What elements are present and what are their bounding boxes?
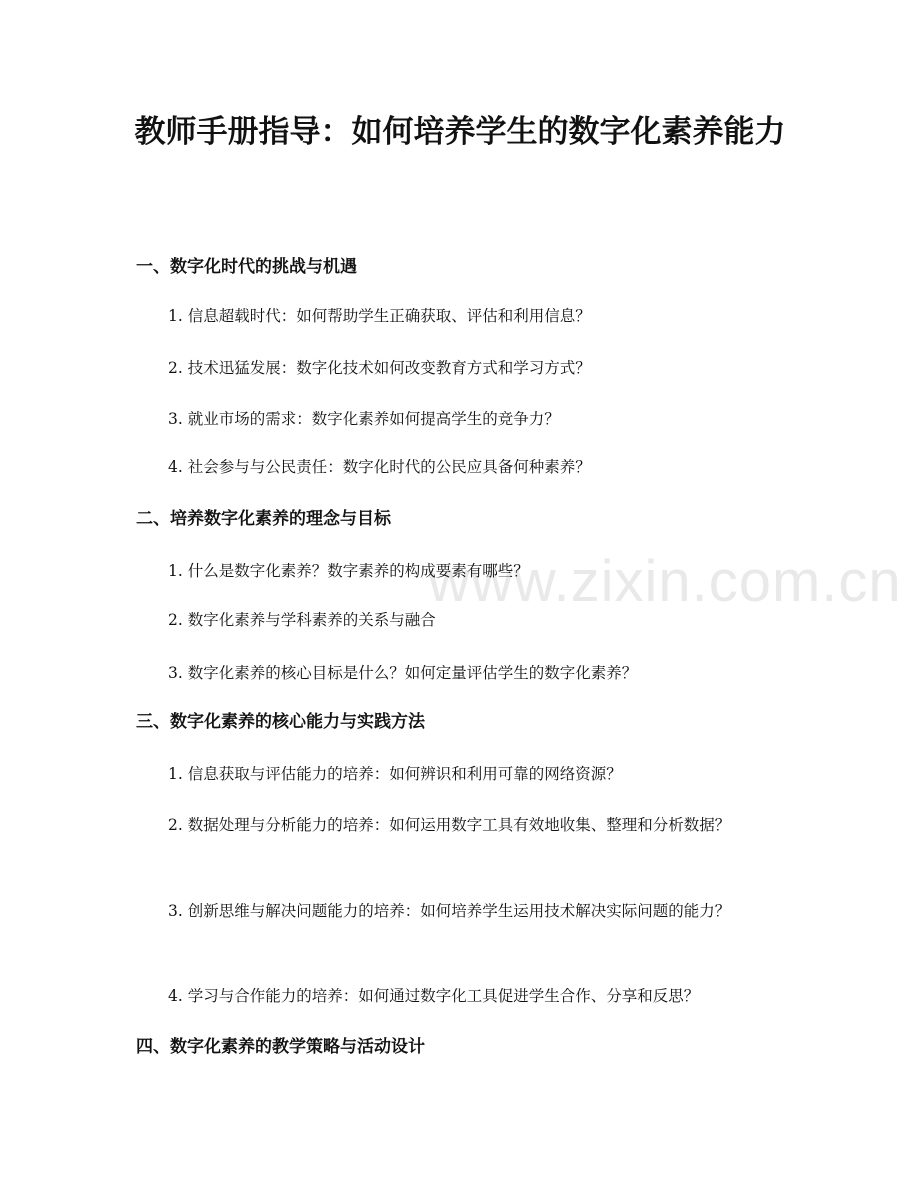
list-item: 4. 学习与合作能力的培养：如何通过数字化工具促进学生合作、分享和反思？ [168, 987, 700, 1005]
section-heading-2: 二、培养数字化素养的理念与目标 [136, 509, 391, 529]
list-item: 3. 数字化素养的核心目标是什么？如何定量评估学生的数字化素养？ [168, 664, 638, 682]
page-title: 教师手册指导：如何培养学生的数字化素养能力 [134, 114, 786, 150]
section-heading-1: 一、数字化时代的挑战与机遇 [136, 257, 357, 277]
list-item: 2. 数据处理与分析能力的培养：如何运用数字工具有效地收集、整理和分析数据？ [168, 816, 731, 834]
list-item: 4. 社会参与与公民责任：数字化时代的公民应具备何种素养？ [168, 458, 591, 476]
list-item: 1. 信息获取与评估能力的培养：如何辨识和利用可靠的网络资源？ [168, 765, 622, 783]
list-item: 1. 信息超载时代：如何帮助学生正确获取、评估和利用信息？ [168, 307, 591, 325]
list-item: 2. 技术迅猛发展：数字化技术如何改变教育方式和学习方式？ [168, 359, 591, 377]
list-item: 3. 创新思维与解决问题能力的培养：如何培养学生运用技术解决实际问题的能力？ [168, 902, 731, 920]
section-heading-4: 四、数字化素养的教学策略与活动设计 [136, 1037, 425, 1057]
section-heading-3: 三、数字化素养的核心能力与实践方法 [136, 712, 425, 732]
list-item: 3. 就业市场的需求：数字化素养如何提高学生的竞争力？ [168, 410, 560, 428]
list-item: 1. 什么是数字化素养？数字素养的构成要素有哪些？ [168, 562, 529, 580]
list-item: 2. 数字化素养与学科素养的关系与融合 [168, 611, 436, 629]
watermark: www.zixin.com.cn [428, 549, 902, 614]
